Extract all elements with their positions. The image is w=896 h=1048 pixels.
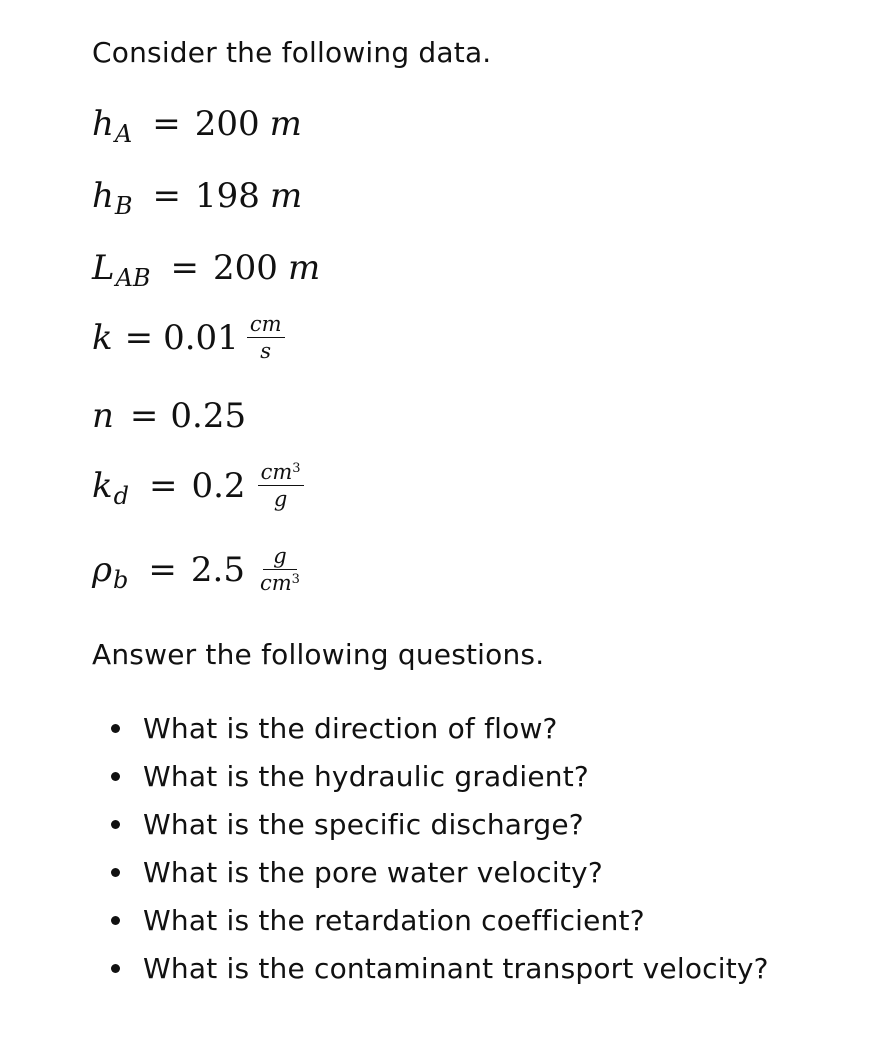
equation-bulk-density (92, 546, 303, 594)
eq-subscript: AB (115, 264, 151, 292)
question-text: What is the direction of flow? (143, 711, 558, 745)
eq-value: 198 (195, 176, 260, 216)
eq-subscript: A (114, 120, 133, 148)
bullet-icon (111, 772, 120, 781)
unit-denominator-exponent: 3 (291, 572, 300, 587)
eq-value: 200 (213, 248, 278, 288)
unit-denominator: g (273, 487, 288, 511)
eq-variable: k (92, 466, 113, 506)
bullet-icon (111, 724, 120, 733)
equals-sign: = (152, 176, 182, 216)
equals-sign: = (152, 104, 181, 144)
eq-value: 0.01 (163, 318, 239, 358)
equation-hydraulic-conductivity (92, 314, 285, 362)
unit-fraction (257, 546, 303, 594)
unit-fraction (258, 462, 304, 510)
eq-variable: ρ (92, 550, 112, 590)
unit-numerator-base: cm (260, 460, 293, 484)
eq-variable: n (92, 396, 114, 436)
eq-value: 0.25 (170, 396, 247, 436)
equals-sign: = (124, 318, 154, 358)
list-item (92, 848, 769, 896)
eq-subscript: d (113, 482, 129, 510)
eq-variable: h (92, 176, 114, 216)
questions-heading: Answer the following questions. (92, 638, 545, 671)
equals-sign: = (148, 550, 177, 590)
list-item (92, 896, 769, 944)
question-list (92, 704, 769, 992)
unit-denominator-base: cm (259, 571, 292, 595)
question-text: What is the contaminant transport velocity? (143, 951, 769, 985)
list-item (92, 944, 769, 992)
unit-numerator: cm (247, 314, 285, 338)
list-item (92, 752, 769, 800)
eq-value: 200 (194, 104, 260, 144)
eq-value: 2.5 (190, 550, 245, 590)
unit-fraction (247, 314, 285, 362)
equals-sign: = (170, 248, 200, 288)
bullet-icon (111, 916, 120, 925)
question-text: What is the pore water velocity? (143, 855, 603, 889)
bullet-icon (111, 868, 120, 877)
equation-porosity (92, 396, 246, 436)
question-text: What is the hydraulic gradient? (143, 759, 589, 793)
unit-denominator (257, 570, 303, 594)
equation-head-b (92, 176, 303, 220)
intro-text: Consider the following data. (92, 36, 492, 69)
eq-unit: m (287, 248, 321, 288)
eq-variable: L (92, 248, 115, 288)
bullet-icon (111, 964, 120, 973)
unit-numerator: g (263, 546, 296, 570)
unit-numerator-exponent: 3 (292, 461, 301, 476)
equation-head-a (92, 104, 302, 148)
bullet-icon (111, 820, 120, 829)
eq-unit: m (269, 104, 302, 144)
list-item (92, 800, 769, 848)
eq-subscript: B (114, 192, 133, 220)
eq-unit: m (269, 176, 303, 216)
eq-variable: h (92, 104, 114, 144)
unit-denominator: s (260, 339, 272, 363)
list-item (92, 704, 769, 752)
equation-length-ab (92, 248, 321, 292)
unit-numerator (258, 462, 304, 486)
question-text: What is the retardation coefficient? (143, 903, 645, 937)
eq-subscript: b (113, 566, 129, 594)
question-text: What is the specific discharge? (143, 807, 584, 841)
equals-sign: = (129, 396, 159, 436)
equation-distribution-coefficient (92, 462, 304, 510)
eq-value: 0.2 (191, 466, 246, 506)
eq-variable: k (92, 318, 113, 358)
equals-sign: = (148, 466, 178, 506)
